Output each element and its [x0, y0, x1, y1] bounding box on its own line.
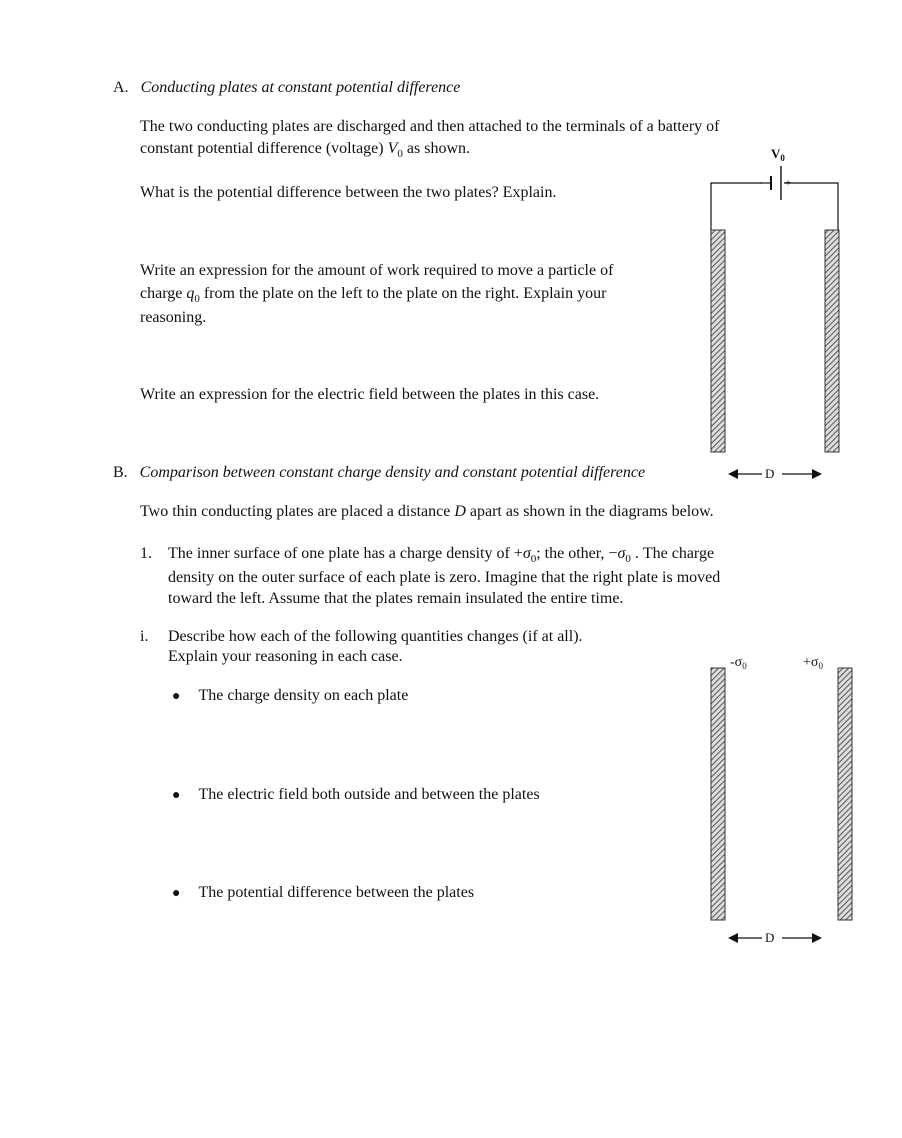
- section-b-letter: B.: [113, 464, 128, 481]
- item1-line1-c: . The charge: [630, 545, 715, 562]
- battery-plus-sign: +: [785, 177, 792, 189]
- left-charge-label: [730, 655, 747, 671]
- question-work-line3: reasoning.: [140, 309, 207, 326]
- left-plate-b: [711, 668, 725, 920]
- q2-text-b: from the plate on the left to the plate on the right. Explain your: [199, 285, 607, 302]
- distance-label-b: D: [765, 930, 775, 945]
- bullet-text: The electric field both outside and between the plates: [198, 786, 540, 803]
- bullet-dot-icon: ●: [172, 886, 181, 901]
- bullet-dot-icon: ●: [172, 689, 181, 704]
- bullet-dot-icon: ●: [172, 788, 181, 803]
- bullet-item: [172, 884, 474, 902]
- distance-label-a: D: [765, 466, 775, 481]
- sub-i-line2: Explain your reasoning in each case.: [168, 648, 403, 665]
- intro-sub: 0: [397, 148, 403, 160]
- sub-i-number: i.: [140, 628, 149, 645]
- intro-text-a: constant potential difference (voltage): [140, 140, 388, 157]
- bullet-item: [172, 687, 408, 705]
- right-charge-sigma: +σ: [803, 655, 819, 670]
- item1-line1-a: The inner surface of one plate has a charge density of +: [168, 545, 523, 562]
- q2-text-a: charge: [140, 285, 187, 302]
- intro-text-b: as shown.: [402, 140, 470, 157]
- right-charge-label: [803, 655, 823, 671]
- section-b-title: Comparison between constant charge density and constant potential difference: [139, 464, 646, 481]
- q2-var: q: [186, 285, 195, 302]
- bullet-text: The potential difference between the plates: [198, 884, 475, 901]
- section-b-intro-a: Two thin conducting plates are placed a distance: [140, 503, 455, 520]
- bullet-item: [172, 786, 540, 804]
- right-plate-b: [838, 668, 852, 920]
- intro-var: V: [387, 140, 398, 157]
- item1-line1: [168, 545, 714, 563]
- q2-sub: 0: [194, 293, 200, 305]
- left-charge-sub: 0: [742, 661, 747, 671]
- item1-line2: density on the outer surface of each plate is zero. Imagine that the right plate is moved: [168, 569, 721, 586]
- right-wire: [784, 183, 838, 236]
- item1-number: 1.: [140, 545, 152, 562]
- question-potential-difference: What is the potential difference between the two plates? Explain.: [140, 184, 557, 201]
- item1-sigma-sub: 0: [530, 553, 537, 565]
- sub-i-line1: Describe how each of the following quantities changes (if at all).: [168, 628, 583, 645]
- section-b-intro-var: D: [454, 503, 466, 520]
- left-charge-sigma: -σ: [730, 655, 743, 670]
- section-b-intro-b: apart as shown in the diagrams below.: [465, 503, 714, 520]
- question-electric-field: Write an expression for the electric field between the plates in this case.: [140, 386, 600, 403]
- battery-label: [771, 146, 785, 162]
- section-b-intro: [140, 503, 714, 521]
- item1-sigma2: σ: [617, 545, 626, 562]
- right-charge-sub: 0: [818, 661, 823, 671]
- question-work-line1: Write an expression for the amount of work required to move a particle of: [140, 262, 614, 279]
- left-plate-a: [711, 230, 725, 452]
- item1-line1-b: ; the other, −: [536, 545, 618, 562]
- right-plate-a: [825, 230, 839, 452]
- section-a-letter: A.: [113, 79, 129, 96]
- section-b-heading: [113, 464, 645, 482]
- section-a-title: Conducting plates at constant potential difference: [140, 79, 461, 96]
- battery-label-v: V: [771, 146, 781, 161]
- section-a-intro-line1: The two conducting plates are discharged and then attached to the terminals of a battery of: [140, 118, 720, 135]
- item1-line3: toward the left. Assume that the plates remain insulated the entire time.: [168, 590, 624, 607]
- bullet-text: The charge density on each plate: [198, 687, 409, 704]
- battery-label-sub: 0: [780, 153, 785, 163]
- item1-sigma: σ: [522, 545, 531, 562]
- item1-sigma2-sub: 0: [625, 553, 631, 565]
